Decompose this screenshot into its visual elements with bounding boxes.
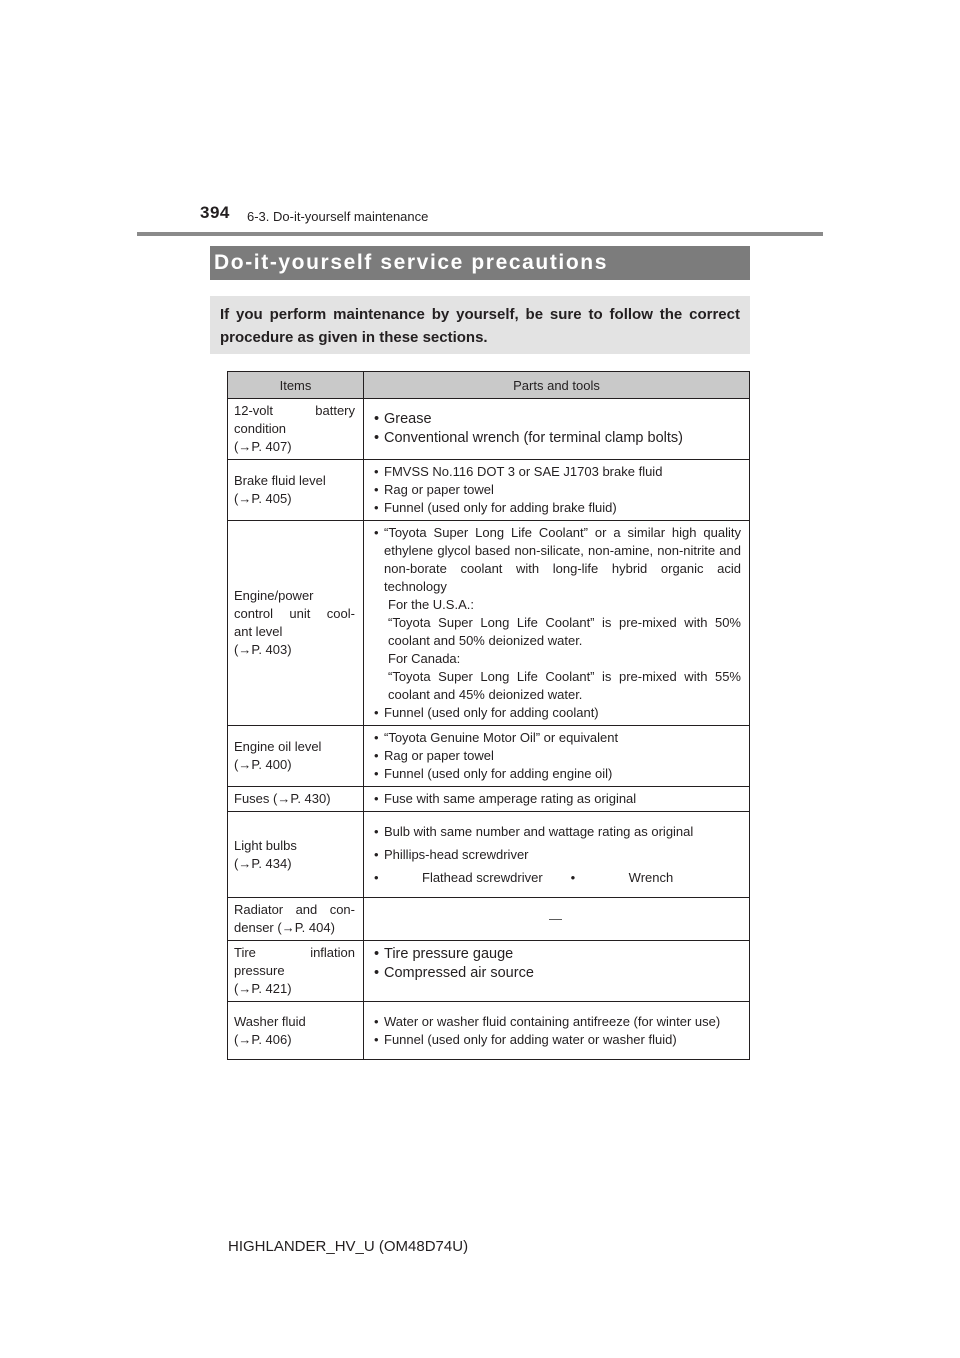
item-line: Washer fluid	[234, 1013, 306, 1029]
item-cell	[228, 812, 364, 898]
item-cell	[228, 787, 364, 812]
item-line: Brake fluid level	[234, 473, 326, 488]
table-row	[228, 399, 750, 460]
list-item: • Flathead screwdriver • Wrench	[374, 869, 674, 885]
page-ref: (→P. 421)	[234, 981, 292, 996]
list-item: • Funnel (used only for adding engine oil)	[374, 766, 613, 781]
list-item: • Rag or paper towel	[374, 748, 494, 763]
page-number: 394	[200, 203, 230, 222]
item-line: Engine oil level	[234, 739, 322, 754]
table-row	[228, 460, 750, 521]
item-cell	[228, 1002, 364, 1060]
item-line: Engine/power	[234, 588, 314, 603]
item-line: Tire inflation	[234, 945, 355, 960]
usa-text: “Toyota Super Long Life Coolant” is pre-mixed with 50% coolant and 50% deionized water.	[388, 615, 741, 648]
item-cell	[228, 941, 364, 1002]
page-ref: (→P. 405)	[234, 491, 292, 506]
item-cell	[228, 460, 364, 521]
list-item: • “Toyota Genuine Motor Oil” or equivalent	[374, 730, 619, 745]
parts-cell	[364, 812, 750, 898]
table-row	[228, 898, 750, 941]
table-row	[228, 726, 750, 787]
section-label: 6-3. Do-it-yourself maintenance	[247, 209, 429, 224]
footer-model-code: HIGHLANDER_HV_U (OM48D74U)	[228, 1238, 469, 1255]
list-item: • Funnel (used only for adding brake fluid)	[374, 500, 617, 515]
item-cell	[228, 399, 364, 460]
item-line: pressure	[234, 963, 285, 978]
page-ref: (→P. 407)	[234, 439, 292, 454]
intro-box: If you perform maintenance by yourself, be sure to follow the correct procedure as given in these sections.	[210, 296, 750, 354]
list-item: • Bulb with same number and wattage rating as original	[374, 823, 694, 839]
parts-cell	[364, 1002, 750, 1060]
list-item: • Grease	[374, 411, 432, 427]
table-row	[228, 521, 750, 726]
item-cell	[228, 726, 364, 787]
item-line: denser (→P. 404)	[234, 920, 335, 935]
list-item: • Water or washer fluid containing antifreeze (for winter use)	[374, 1013, 721, 1029]
table-row	[228, 787, 750, 812]
item-line: condition	[234, 421, 287, 436]
table-row	[228, 812, 750, 898]
table-header-row	[228, 372, 750, 399]
page-ref: (→P. 403)	[234, 642, 292, 657]
item-line: 12-volt battery	[234, 403, 355, 418]
parts-cell	[364, 399, 750, 460]
list-item: • Funnel (used only for adding water or washer fluid)	[374, 1031, 677, 1047]
item-line: ant level	[234, 624, 283, 639]
parts-cell	[364, 941, 750, 1002]
item-line: Light bulbs	[234, 837, 297, 853]
item-line: control unit cool-	[234, 606, 355, 621]
header-items: Items	[228, 372, 364, 399]
list-item: • Fuse with same amperage rating as original	[374, 791, 637, 806]
usa-label: For the U.S.A.:	[388, 597, 474, 612]
list-item: • Rag or paper towel	[374, 482, 494, 497]
list-item: • Conventional wrench (for terminal clamp bolts)	[374, 430, 683, 446]
header-rule	[137, 232, 823, 236]
header-parts: Parts and tools	[364, 372, 750, 399]
parts-cell	[364, 521, 750, 726]
parts-cell	[364, 726, 750, 787]
item-line: Fuses (→P. 430)	[234, 791, 331, 806]
table-row	[228, 1002, 750, 1060]
item-cell	[228, 898, 364, 941]
item-line: Radiator and con-	[234, 902, 355, 917]
canada-label: For Canada:	[388, 651, 461, 666]
list-item: • Tire pressure gauge	[374, 946, 514, 962]
page-ref: (→P. 406)	[234, 1031, 292, 1047]
parts-tools-table	[227, 371, 750, 1060]
list-item: • Phillips-head screwdriver	[374, 846, 529, 862]
parts-cell-empty: —	[364, 898, 750, 941]
list-item: • “Toyota Super Long Life Coolant” or a similar high quality ethylene glycol based non-silicate, non-amine, non-nitrite and non-borate coolant with long-life hybrid organic acid technology For the U.S.A.: “Toyota Super Long Life Coolant” is pre-mixed with 50% coolant and 50% deionized water. For Canada: “Toyota Super Long Life Coolant” is pre-mixed with 55% coolant and 45% deionized water.	[374, 525, 741, 702]
page-ref: (→P. 434)	[234, 855, 292, 871]
list-item: • Funnel (used only for adding coolant)	[374, 705, 599, 720]
list-item: • FMVSS No.116 DOT 3 or SAE J1703 brake fluid	[374, 464, 663, 479]
table-row	[228, 941, 750, 1002]
page-title: Do-it-yourself service precautions	[210, 246, 750, 280]
item-cell	[228, 521, 364, 726]
page-ref: (→P. 400)	[234, 757, 292, 772]
parts-cell	[364, 460, 750, 521]
parts-cell	[364, 787, 750, 812]
canada-text: “Toyota Super Long Life Coolant” is pre-mixed with 55% coolant and 45% deionized water.	[388, 669, 741, 702]
list-item: • Compressed air source	[374, 965, 534, 981]
